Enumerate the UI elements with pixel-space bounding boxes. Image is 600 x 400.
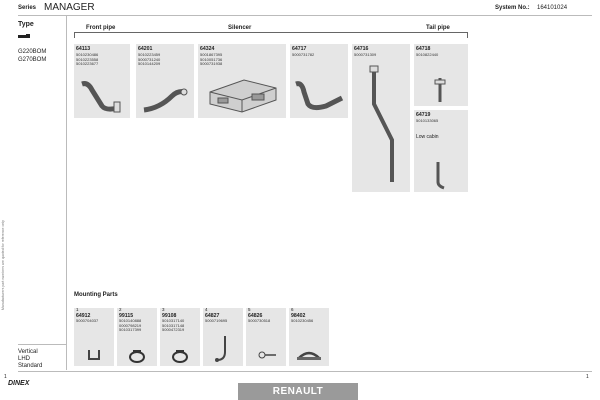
- long-tail-pipe-icon: [366, 64, 402, 188]
- low-cabin-tail-pipe-icon: [432, 160, 448, 190]
- part-number: 64719: [416, 112, 431, 118]
- mounting-part-index: 2: [119, 307, 122, 312]
- series-value: MANAGER: [44, 2, 95, 13]
- truck-icon: [18, 34, 30, 39]
- s-bend-pipe-icon: [292, 78, 346, 114]
- part-number: 64201: [138, 46, 153, 52]
- config-item: Standard: [18, 363, 43, 369]
- group-silencer: Silencer: [228, 25, 252, 31]
- part-number: 64324: [200, 46, 215, 52]
- part-number: 64113: [76, 46, 91, 52]
- part-number: 99108: [162, 313, 177, 319]
- part-card[interactable]: [414, 44, 468, 106]
- mounting-part-card[interactable]: [117, 308, 157, 366]
- part-references: 5010133065: [416, 118, 439, 123]
- part-number: 64718: [416, 46, 431, 52]
- dinex-logo: DINEX: [8, 380, 30, 387]
- series-label: Series: [18, 5, 37, 11]
- part-references: 5010822440: [416, 52, 439, 57]
- mounting-part-index: 3: [162, 307, 165, 312]
- clamp-icon: [86, 348, 102, 362]
- config-item: LHD: [18, 356, 31, 362]
- strap-icon: [295, 346, 323, 364]
- part-references: 5010230456: [291, 318, 314, 323]
- part-note: Low cabin: [416, 134, 439, 140]
- left-column-divider: [66, 15, 67, 370]
- system-number-label: System No.:: [495, 5, 530, 11]
- model-item: G270BOM: [18, 57, 47, 63]
- footer-line: [18, 371, 592, 372]
- bracket-icon: [211, 334, 235, 364]
- part-number: 64912: [76, 313, 91, 319]
- mounting-part-card[interactable]: [246, 308, 286, 366]
- group-bracket: [74, 32, 468, 38]
- mounting-part-index: 1: [76, 307, 79, 312]
- part-card[interactable]: [74, 44, 130, 118]
- part-references: 5000704037: [76, 318, 99, 323]
- page-number-right: 1: [586, 374, 589, 380]
- part-references: 5000730518: [248, 318, 271, 323]
- mounting-part-card[interactable]: [203, 308, 243, 366]
- configuration-list: [18, 349, 42, 370]
- part-references: 5010317140 5010317148 5000472319: [162, 318, 185, 333]
- part-references: 5000731782: [292, 52, 315, 57]
- mounting-part-card[interactable]: [289, 308, 329, 366]
- bent-pipe-icon: [78, 78, 126, 114]
- short-tail-pipe-icon: [432, 76, 448, 104]
- part-references: 5010140888 0000798219 5010317399: [119, 318, 142, 333]
- part-number: 64717: [292, 46, 307, 52]
- mounting-part-index: 6: [291, 307, 294, 312]
- clamp-icon: [170, 348, 190, 364]
- part-number: 64827: [205, 313, 220, 319]
- header-divider: [18, 15, 592, 16]
- brand-name: RENAULT: [272, 386, 324, 397]
- part-number: 99115: [119, 313, 134, 319]
- hanger-icon: [256, 348, 278, 362]
- part-number: 64826: [248, 313, 263, 319]
- curved-pipe-icon: [140, 82, 190, 114]
- group-tail-pipe: Tail pipe: [426, 25, 450, 31]
- mounting-part-index: 5: [248, 307, 251, 312]
- silencer-box-icon: [204, 72, 282, 114]
- brand-bar: [238, 383, 358, 400]
- reference-note: Manufacturers part numbers are quoted for reference only: [1, 220, 5, 310]
- part-number: 98402: [291, 313, 306, 319]
- clamp-icon: [127, 348, 147, 364]
- part-card[interactable]: [136, 44, 194, 118]
- part-card[interactable]: [352, 44, 410, 192]
- part-number: 64716: [354, 46, 369, 52]
- type-label: Type: [18, 21, 34, 28]
- group-front-pipe: Front pipe: [86, 25, 116, 31]
- part-references: 5010230486 5010223558 5010223677: [76, 52, 99, 67]
- config-item: Vertical: [18, 349, 38, 355]
- part-references: 5010223459 5000731240 5010144209: [138, 52, 161, 67]
- footer-divider: [18, 344, 66, 345]
- page-number-left: 1: [4, 374, 7, 380]
- part-card[interactable]: [198, 44, 286, 118]
- part-references: 5000731309: [354, 52, 377, 57]
- mounting-parts-title: Mounting Parts: [74, 292, 118, 298]
- part-references: 5001867395 5010051736 5000731938: [200, 52, 223, 67]
- part-references: 5000719695: [205, 318, 228, 323]
- model-list: [18, 48, 46, 64]
- model-item: G220BOM: [18, 49, 47, 55]
- mounting-part-card[interactable]: [74, 308, 114, 366]
- mounting-part-card[interactable]: [160, 308, 200, 366]
- mounting-part-index: 4: [205, 307, 208, 312]
- part-card[interactable]: [290, 44, 348, 118]
- part-card[interactable]: [414, 110, 468, 192]
- system-number-value: 164101024: [537, 5, 568, 11]
